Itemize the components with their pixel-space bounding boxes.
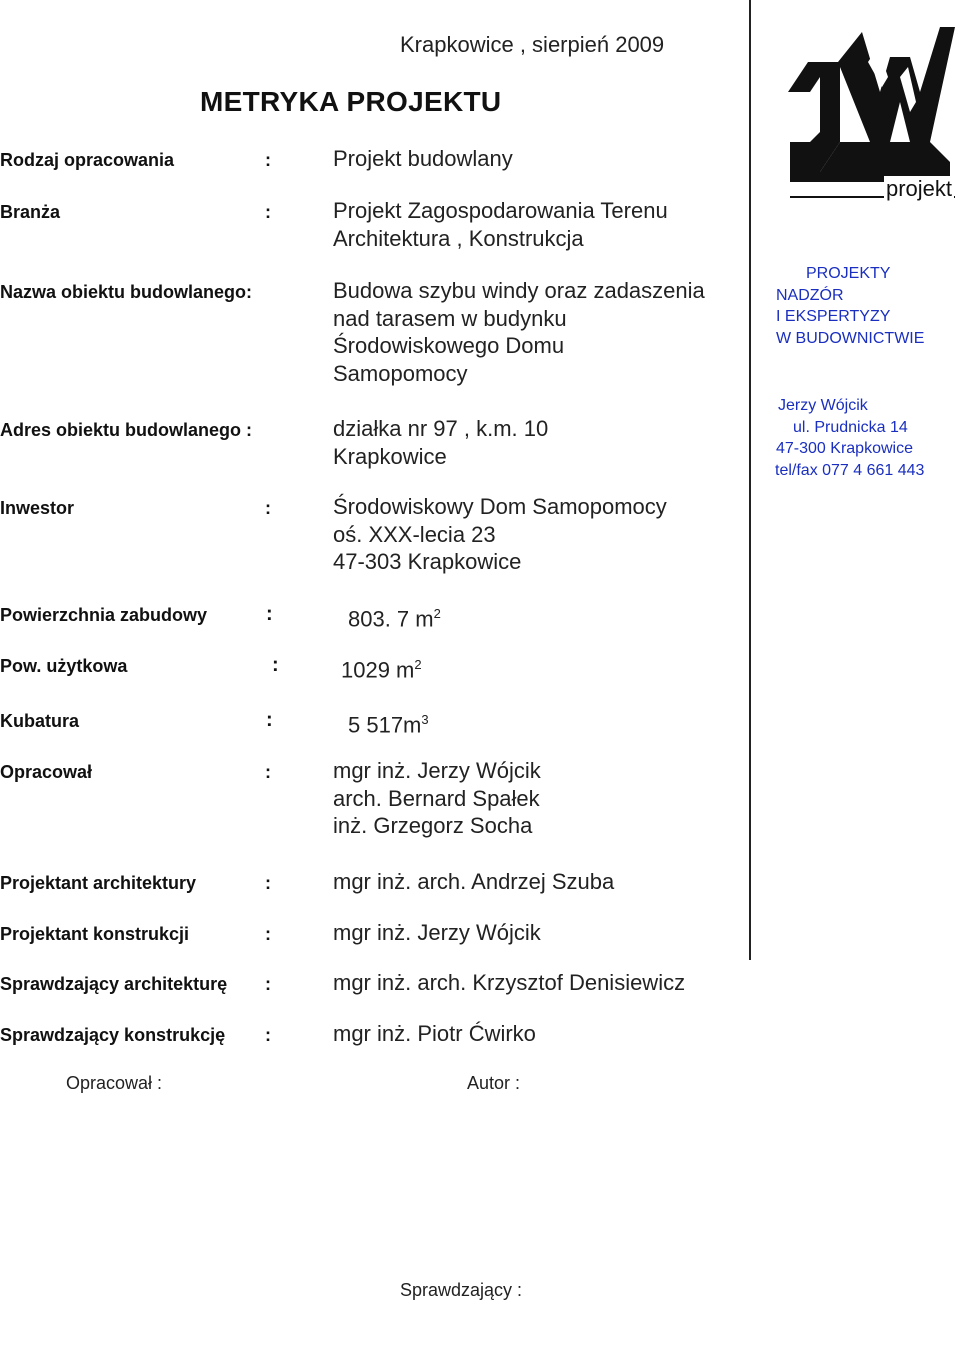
colon: : bbox=[265, 873, 271, 893]
label-nazwa: Nazwa obiektu budowlanego: bbox=[0, 282, 253, 302]
value-powierzchnia: 803. 7 $m^2$ bbox=[348, 606, 441, 632]
value-rodzaj: Projekt budowlany bbox=[333, 146, 513, 171]
label-proj-arch: Projektant architektury bbox=[0, 873, 197, 893]
colon: : bbox=[266, 603, 273, 625]
page-title: METRYKA PROJEKTU bbox=[200, 86, 502, 117]
signature-sprawdzajacy: Sprawdzający : bbox=[400, 1280, 523, 1300]
value-kubatura: 5 $517m^3$ bbox=[348, 712, 429, 738]
label-inwestor: Inwestor bbox=[0, 498, 75, 518]
label-adres: Adres obiektu budowlanego : bbox=[0, 420, 253, 440]
label-spr-arch: Sprawdzający architekturę bbox=[0, 974, 228, 994]
logo-word: projekt bbox=[886, 176, 953, 201]
colon: : bbox=[265, 974, 271, 994]
value-inwestor: Środowiskowy Dom Samopomocy oś. XXX-lecia 23 47-303 Krapkowice bbox=[333, 494, 667, 574]
label-opracowal: Opracował bbox=[0, 762, 93, 782]
label-powierzchnia: Powierzchnia zabudowy bbox=[0, 605, 208, 625]
colon: : bbox=[265, 202, 271, 222]
value-spr-arch: mgr inż. arch. Krzysztof Denisiewicz bbox=[333, 970, 686, 995]
colon: : bbox=[265, 150, 271, 170]
colon: : bbox=[266, 709, 273, 731]
place-date: Krapkowice , sierpień 2009 bbox=[400, 32, 665, 57]
colon: : bbox=[265, 762, 271, 782]
value-branza: Projekt Zagospodarowania Terenu Architektura , Konstrukcja bbox=[333, 198, 668, 251]
value-proj-konstr: mgr inż. Jerzy Wójcik bbox=[333, 920, 541, 945]
company-logo bbox=[780, 22, 958, 210]
label-branza: Branża bbox=[0, 202, 61, 222]
colon: : bbox=[265, 1025, 271, 1045]
signature-autor: Autor : bbox=[467, 1073, 521, 1093]
company-contact: Jerzy Wójcik ul. Prudnicka 14 47-300 Krapkowice tel/fax 077 4 661 443 bbox=[775, 397, 925, 479]
signature-opracowal: Opracował : bbox=[66, 1073, 163, 1093]
vertical-divider bbox=[749, 0, 751, 960]
value-spr-konstr: mgr inż. Piotr Ćwirko bbox=[333, 1021, 536, 1046]
colon: : bbox=[272, 654, 279, 676]
value-adres: działka nr 97 , k.m. 10 Krapkowice bbox=[333, 416, 549, 469]
label-proj-konstr: Projektant konstrukcji bbox=[0, 924, 190, 944]
value-proj-arch: mgr inż. arch. Andrzej Szuba bbox=[333, 869, 615, 894]
label-pow-uzytkowa: Pow. użytkowa bbox=[0, 656, 128, 676]
label-spr-konstr: Sprawdzający konstrukcję bbox=[0, 1025, 226, 1045]
label-kubatura: Kubatura bbox=[0, 711, 80, 731]
value-opracowal: mgr inż. Jerzy Wójcik arch. Bernard Spałek inż. Grzegorz Socha bbox=[333, 758, 541, 838]
value-pow-uzytkowa: 1029 $m^2$ bbox=[341, 657, 422, 683]
label-rodzaj: Rodzaj opracowania bbox=[0, 150, 175, 170]
colon: : bbox=[265, 924, 271, 944]
value-nazwa: Budowa szybu windy oraz zadaszenia nad tarasem w budynku Środowiskowego Domu Samopomocy bbox=[333, 278, 705, 386]
colon: : bbox=[265, 498, 271, 518]
company-services: PROJEKTY NADZÓR I EKSPERTYZY W BUDOWNICTWIE bbox=[776, 265, 925, 347]
